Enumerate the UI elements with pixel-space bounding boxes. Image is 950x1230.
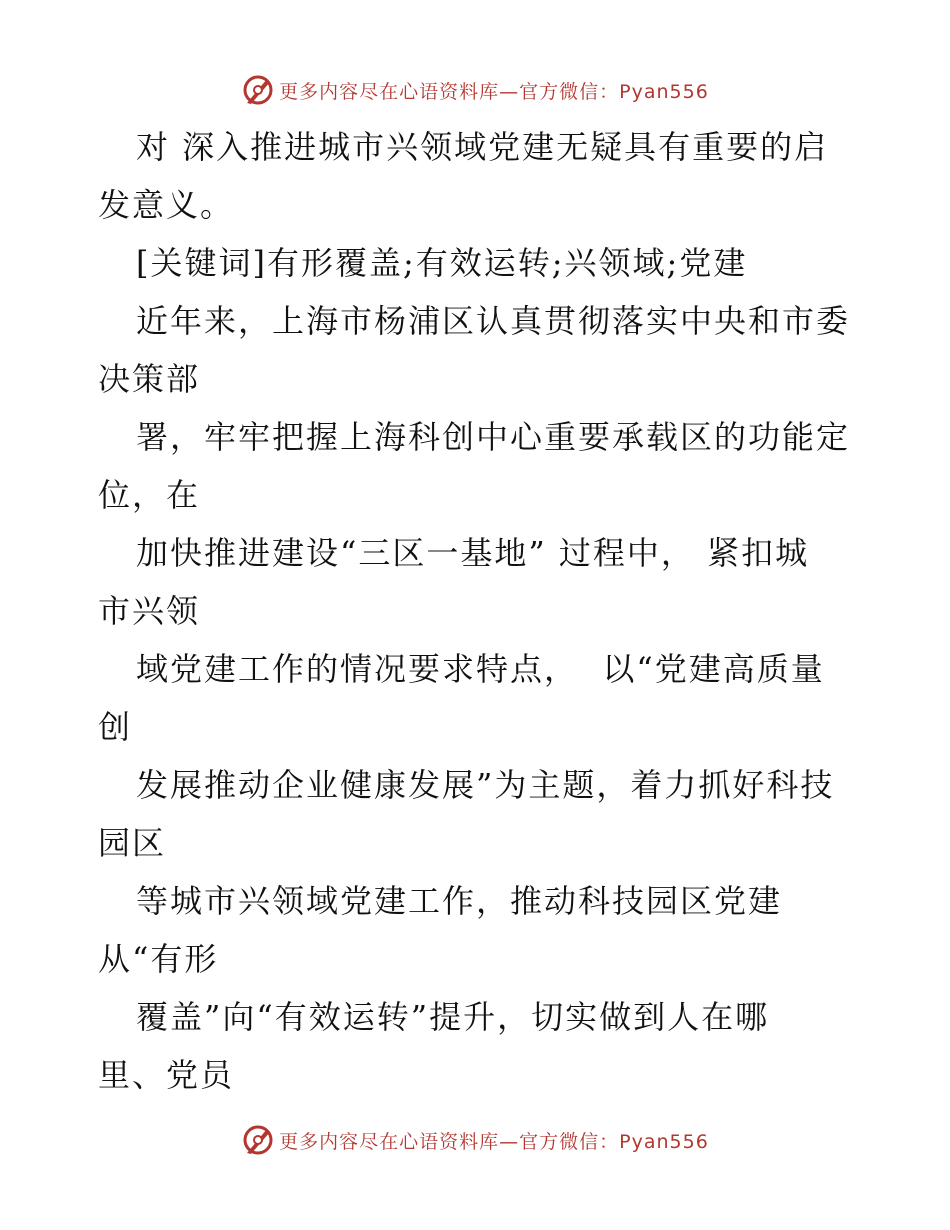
text-line: 近年来，上海市杨浦区认真贯彻落实中央和市委 [136, 302, 851, 340]
text-line: 创 [98, 708, 133, 746]
watermark-footer [0, 1120, 950, 1160]
text-line: 覆盖”向“有效运转”提升，切实做到人在哪 [136, 998, 770, 1036]
quill-logo-icon [241, 1123, 275, 1157]
document-body [98, 118, 858, 1104]
watermark-text: 更多内容尽在心语资料库—官方微信：Pyan556 [279, 1130, 709, 1153]
text-line: 发展推动企业健康发展”为主题，着力抓好科技 [136, 766, 835, 804]
watermark-text: 更多内容尽在心语资料库—官方微信：Pyan556 [279, 80, 709, 103]
text-line: 署，牢牢把握上海科创中心重要承载区的功能定 [136, 418, 851, 456]
text-line: 市兴领 [98, 592, 201, 630]
text-line: 里、党员 [98, 1056, 235, 1094]
text-line: 发意义。 [98, 186, 235, 224]
watermark-header [0, 70, 950, 110]
text-line: 位，在 [98, 476, 201, 514]
text-line: 加快推进建设“三区一基地” 过程中， 紧扣城 [136, 534, 810, 572]
text-line: 从“有形 [98, 940, 219, 978]
text-line: [关键词]有形覆盖;有效运转;兴领域;党建 [136, 244, 748, 282]
text-line: 对 深入推进城市兴领域党建无疑具有重要的启 [136, 128, 829, 166]
text-line: 园区 [98, 824, 167, 862]
text-line: 等城市兴领域党建工作，推动科技园区党建 [136, 882, 783, 920]
text-line: 域党建工作的情况要求特点， 以“党建高质量 [136, 650, 825, 688]
quill-logo-icon [241, 73, 275, 107]
text-line: 决策部 [98, 360, 201, 398]
